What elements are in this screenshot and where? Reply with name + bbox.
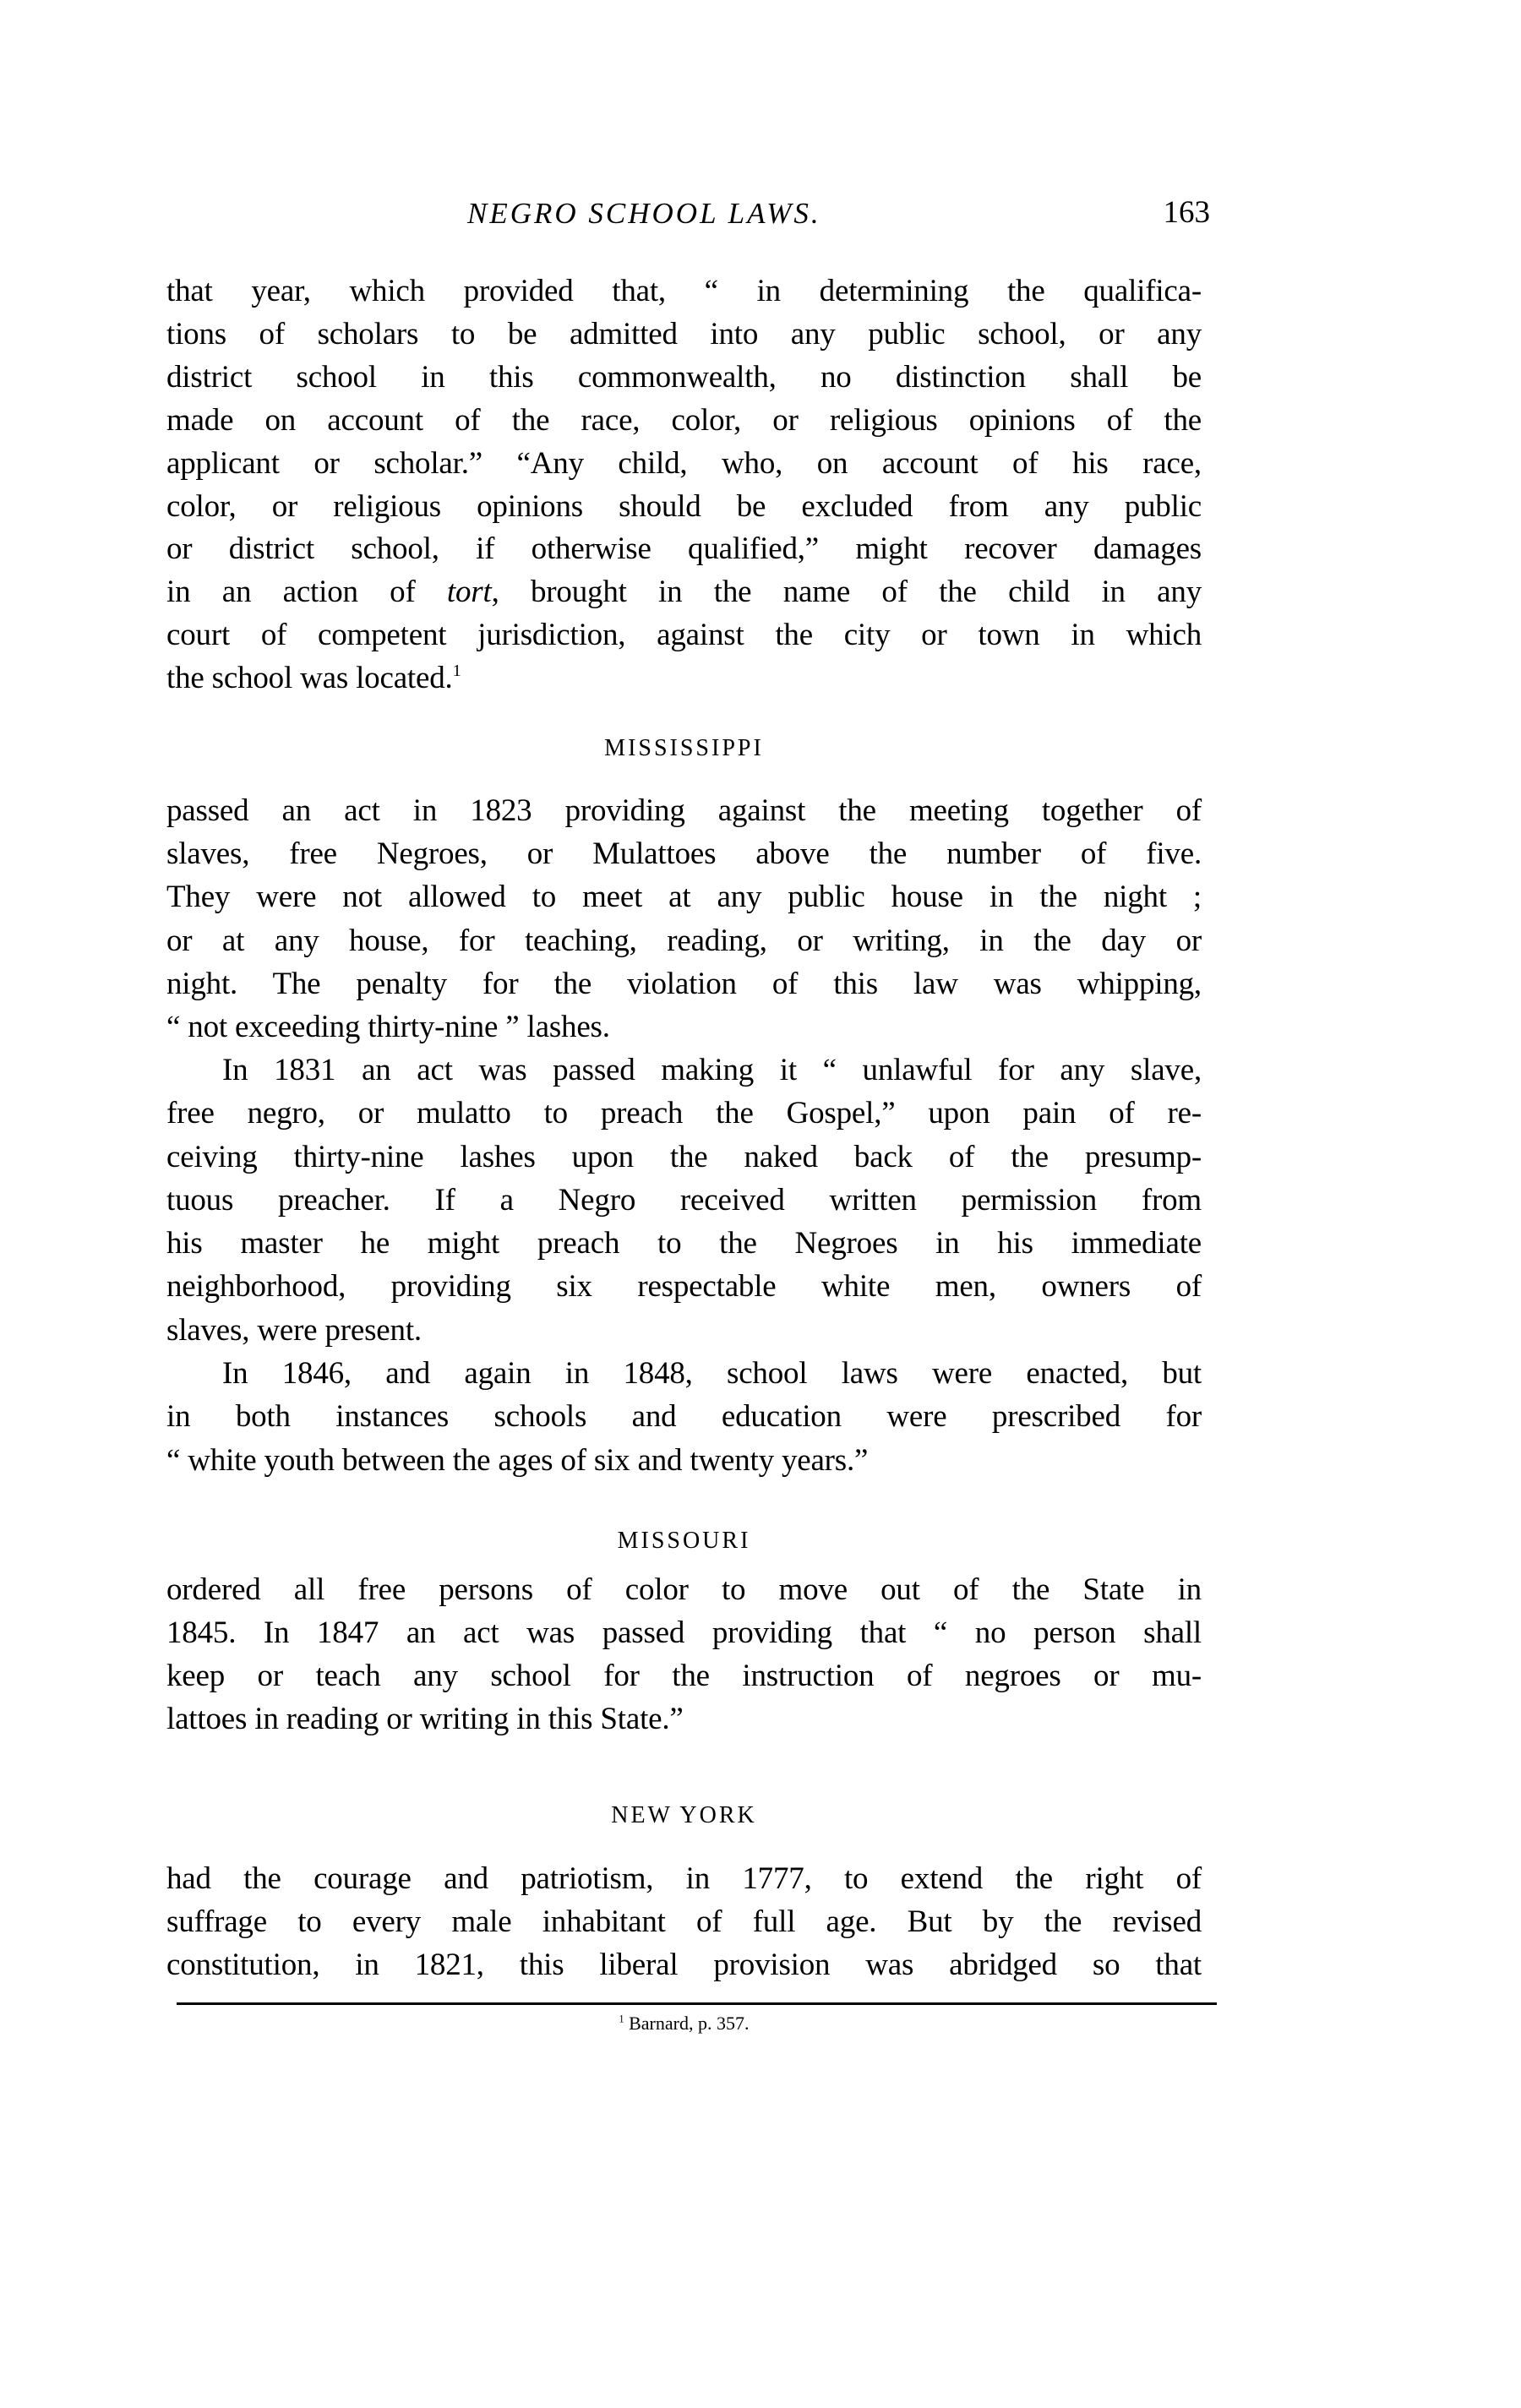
- text-line: slaves, free Negroes, or Mulattoes above the number of five.: [166, 836, 1202, 871]
- text-line: In 1846, and again in 1848, school laws were enacted, but: [222, 1356, 1202, 1391]
- running-title: NEGRO SCHOOL LAWS.: [467, 197, 821, 230]
- footnote-reference[interactable]: 1: [452, 661, 461, 680]
- text-line: ordered all free persons of color to move out of the State in: [166, 1572, 1202, 1607]
- italic-term-tort: tort: [446, 575, 492, 609]
- text-line: tuous preacher. If a Negro received written permission from: [166, 1183, 1202, 1218]
- text-line: passed an act in 1823 providing against the meeting together of: [166, 793, 1202, 828]
- text-line: his master he might preach to the Negroes in his immediate: [166, 1226, 1202, 1261]
- text-line: applicant or scholar.” “Any child, who, on account of his race,: [166, 446, 1202, 481]
- text-line: made on account of the race, color, or religious opinions of the: [166, 403, 1202, 438]
- text-line: suffrage to every male inhabitant of full age. But by the revised: [166, 1904, 1202, 1939]
- footnote: [166, 2013, 1202, 2034]
- text-line: or district school, if otherwise qualified,” might recover damages: [166, 531, 1202, 566]
- text-line: color, or religious opinions should be excluded from any public: [166, 489, 1202, 524]
- footnote-text: Barnard, p. 357.: [624, 2013, 750, 2034]
- text-line: “ white youth between the ages of six and twenty years.”: [166, 1443, 869, 1478]
- text-line: [166, 662, 1202, 695]
- page-number: 163: [1163, 195, 1210, 230]
- text-line: free negro, or mulatto to preach the Gospel,” upon pain of re-: [166, 1096, 1202, 1130]
- section-heading-new-york: NEW YORK: [611, 1802, 757, 1828]
- text-fragment: , brought in the name of the child in any: [491, 575, 1202, 609]
- text-line: ceiving thirty-nine lashes upon the naked back of the presump-: [166, 1140, 1202, 1174]
- text-line: had the courage and patriotism, in 1777, to extend the right of: [166, 1861, 1202, 1896]
- text-line: [166, 576, 1202, 608]
- footnote-divider: [177, 2002, 1217, 2005]
- text-line: slaves, were present.: [166, 1313, 422, 1348]
- text-line: district school in this commonwealth, no distinction shall be: [166, 360, 1202, 395]
- text-line: tions of scholars to be admitted into any public school, or any: [166, 317, 1202, 351]
- text-line: or at any house, for teaching, reading, or writing, in the day or: [166, 923, 1202, 958]
- text-line: constitution, in 1821, this liberal provision was abridged so that: [166, 1948, 1202, 1982]
- text-line: neighborhood, providing six respectable white men, owners of: [166, 1269, 1202, 1304]
- text-fragment: in an action of: [166, 575, 447, 609]
- footnote-marker: 1: [619, 2013, 624, 2025]
- section-heading-missouri: MISSOURI: [617, 1528, 751, 1554]
- text-line: night. The penalty for the violation of this law was whipping,: [166, 967, 1202, 1001]
- text-line: keep or teach any school for the instruction of negroes or mu-: [166, 1659, 1202, 1693]
- text-line: that year, which provided that, “ in determining the qualifica-: [166, 274, 1202, 308]
- text-line: In 1831 an act was passed making it “ unlawful for any slave,: [222, 1053, 1202, 1087]
- text-fragment: the school was located.: [166, 661, 453, 695]
- text-line: lattoes in reading or writing in this State.”: [166, 1702, 684, 1736]
- text-line: 1845. In 1847 an act was passed providing that “ no person shall: [166, 1615, 1202, 1650]
- text-line: court of competent jurisdiction, against the city or town in which: [166, 618, 1202, 652]
- section-heading-mississippi: MISSISSIPPI: [604, 735, 764, 761]
- text-line: in both instances schools and education were prescribed for: [166, 1399, 1202, 1434]
- text-line: “ not exceeding thirty-nine ” lashes.: [166, 1010, 610, 1044]
- text-line: They were not allowed to meet at any public house in the night ;: [166, 880, 1202, 914]
